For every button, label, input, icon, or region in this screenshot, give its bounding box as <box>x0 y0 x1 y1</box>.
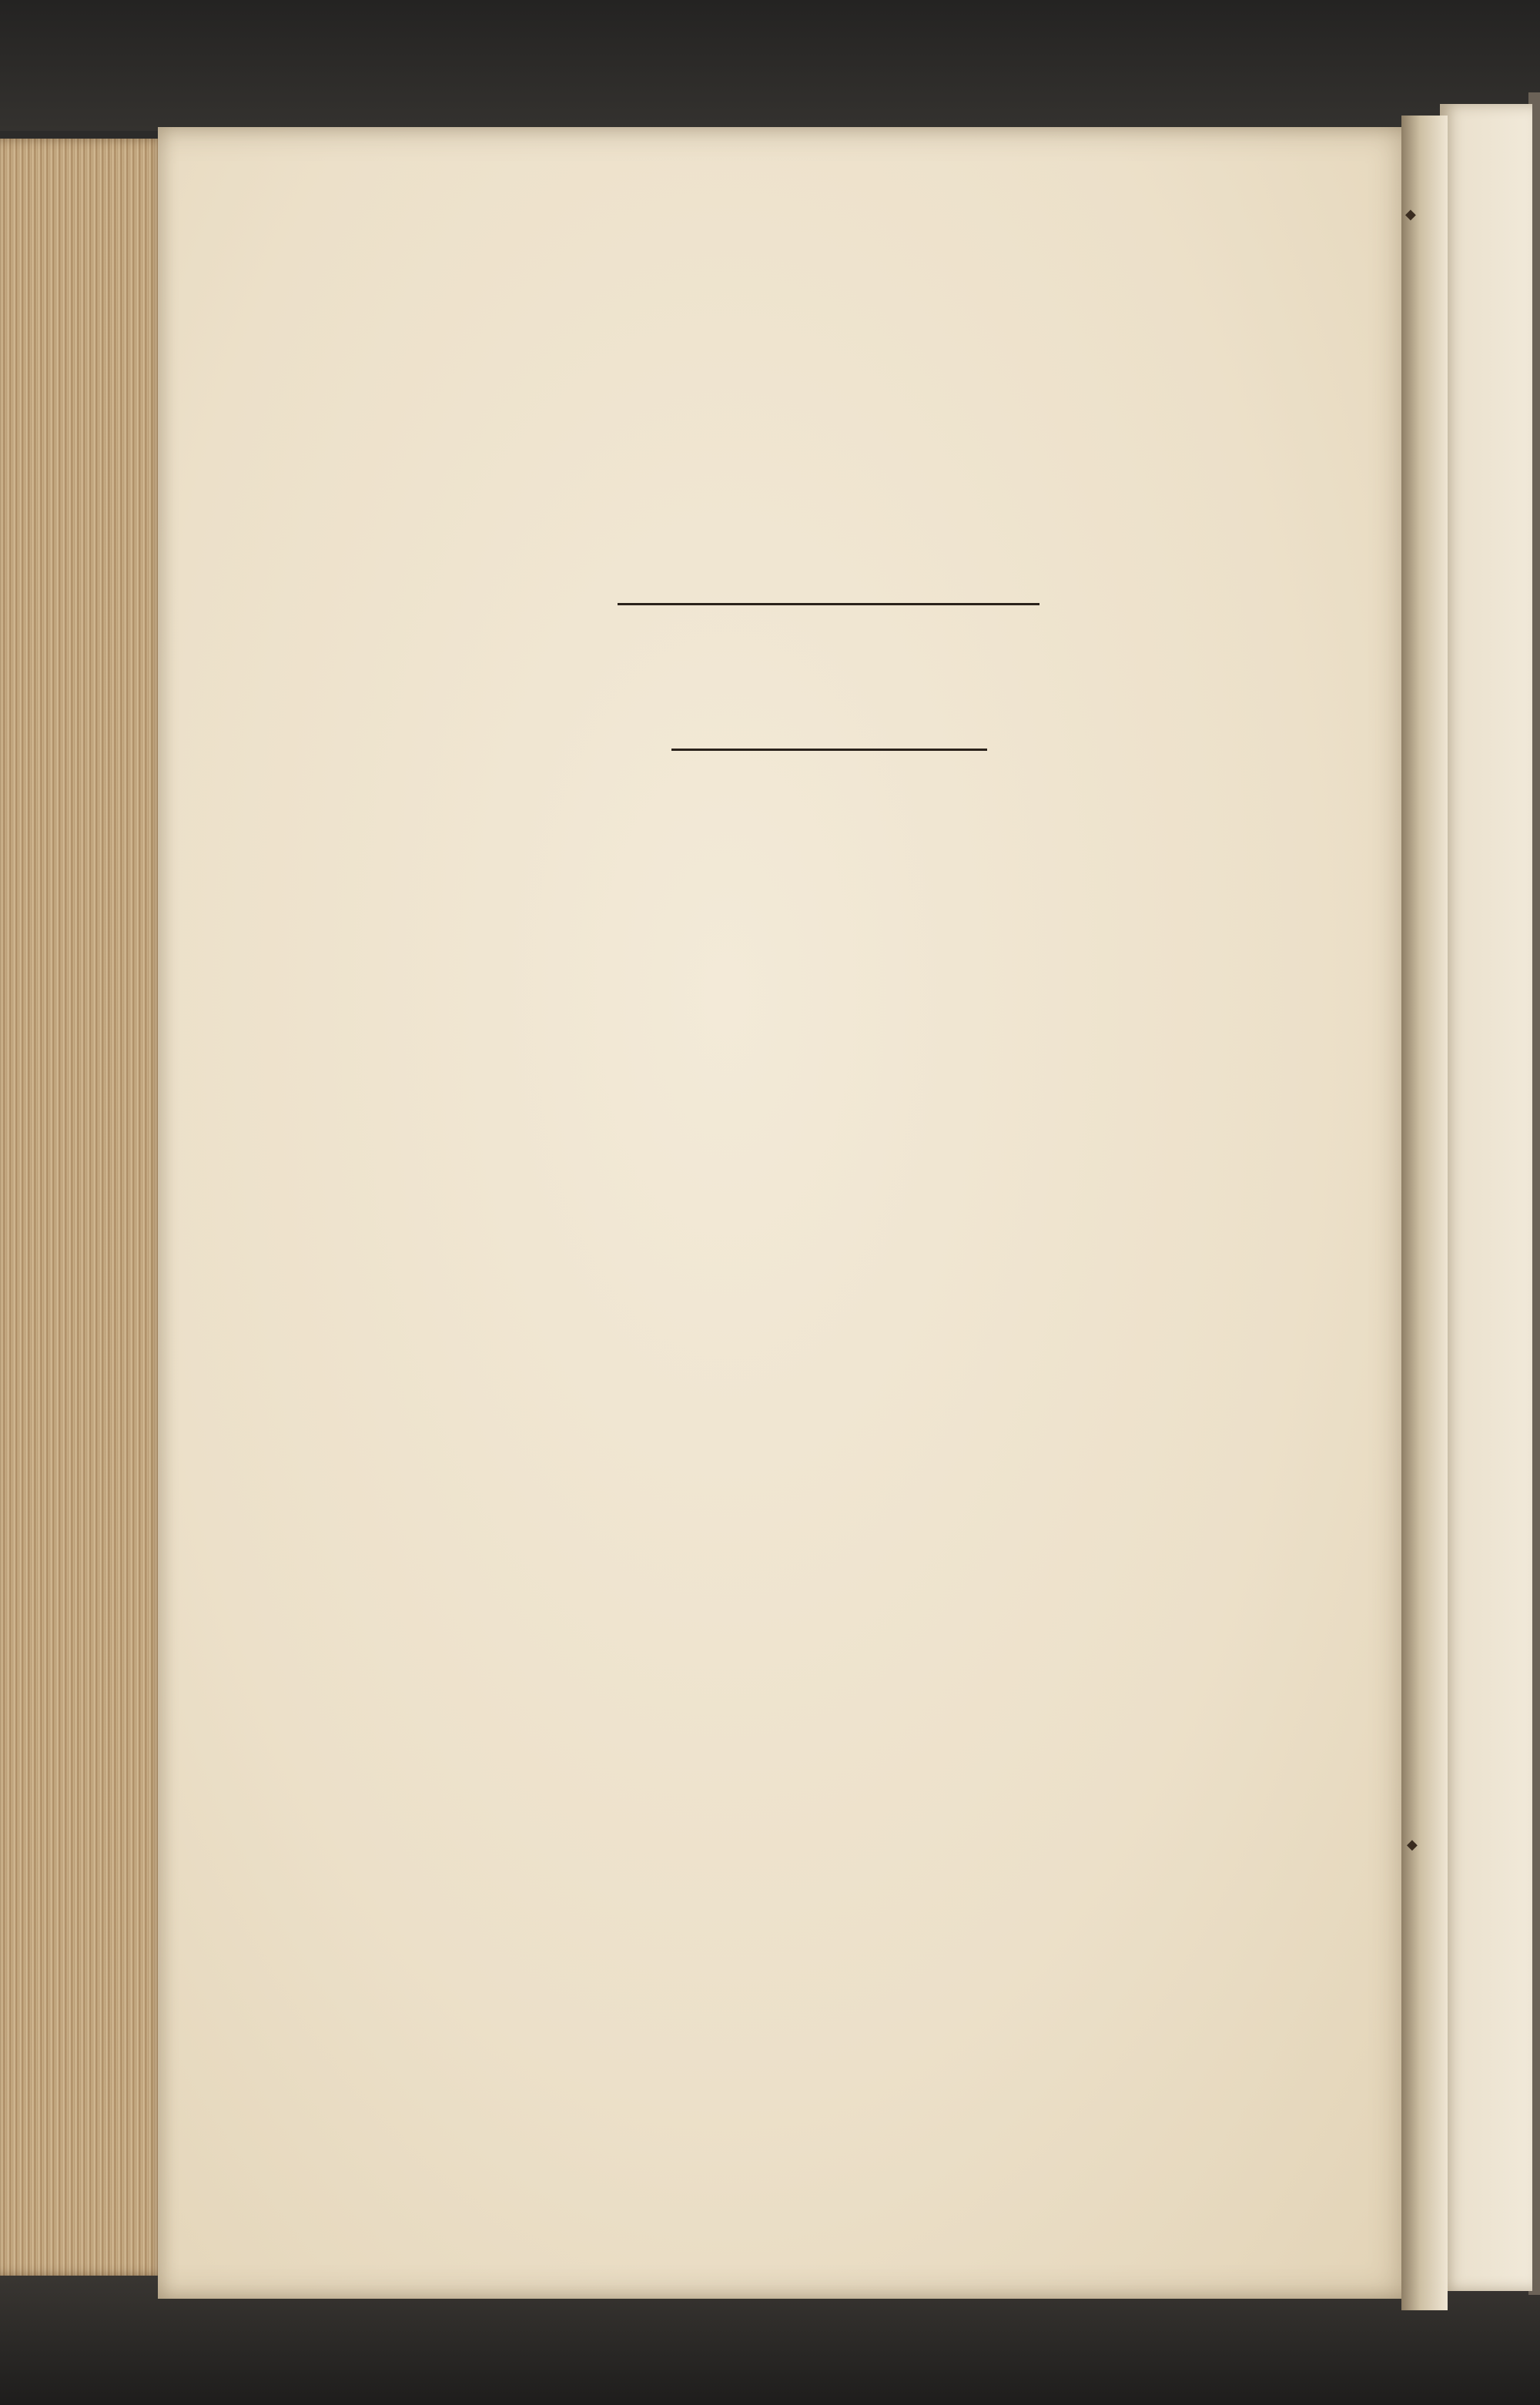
background-top <box>0 0 1540 131</box>
book-gutter <box>1401 116 1448 2310</box>
left-page <box>158 127 1421 2299</box>
page-edges <box>0 139 166 2276</box>
facing-page <box>1440 104 1532 2291</box>
margin-mark: ◆ <box>1407 1837 1418 1853</box>
rule-upper <box>618 603 1040 605</box>
margin-mark: ◆ <box>1405 206 1416 223</box>
rule-lower <box>671 749 987 751</box>
